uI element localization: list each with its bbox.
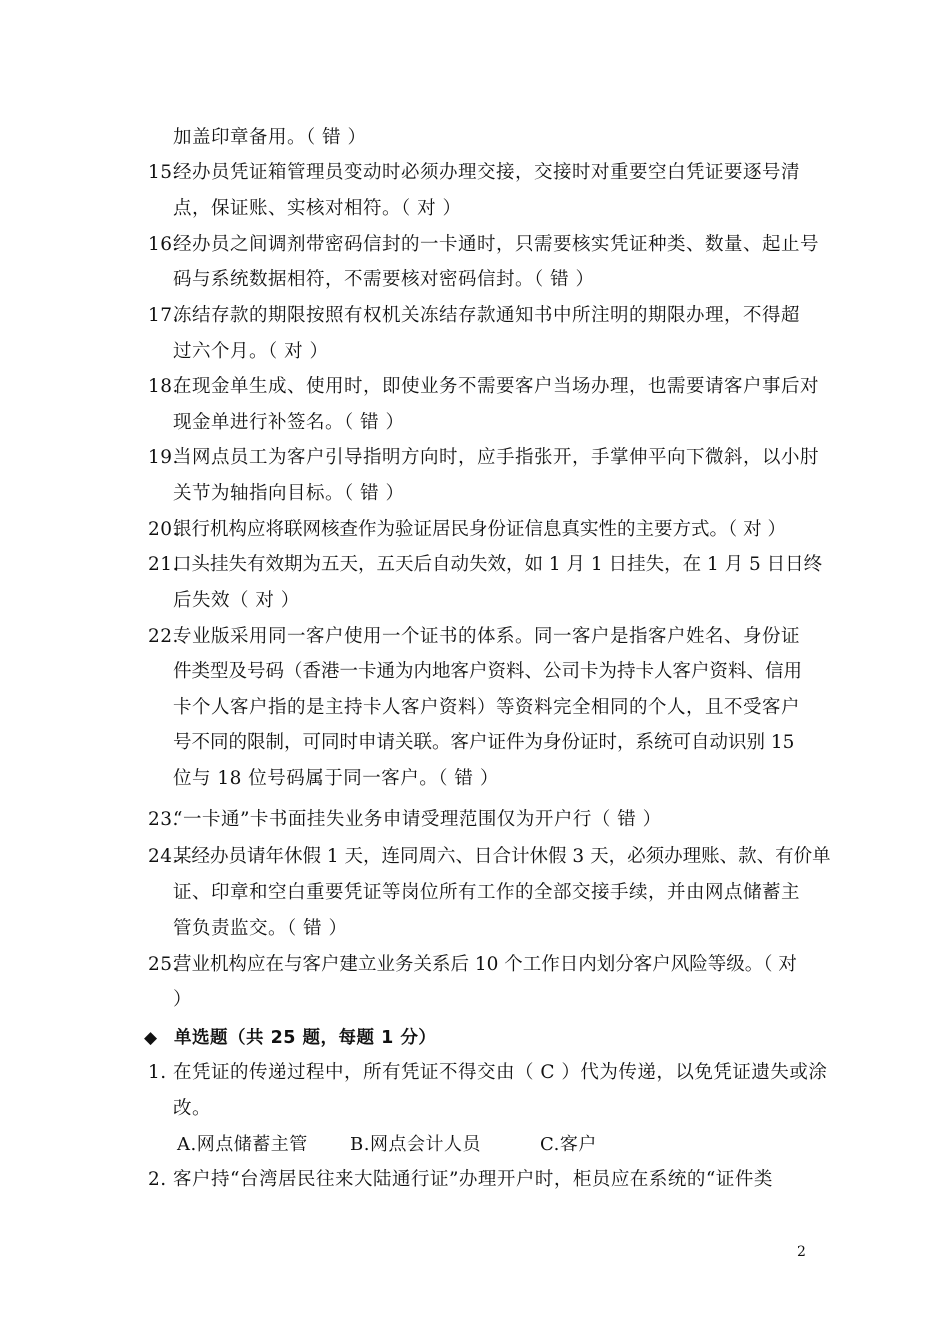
option-c: C.客户 (540, 1134, 597, 1155)
diamond-bullet-icon: ◆ (144, 1028, 158, 1048)
option-a: A.网点储蓄主管 (177, 1134, 308, 1155)
document-page: 加盖印章备用。（ 错 ） 15. 经办员凭证箱管理员变动时必须办理交接，交接时对重要空白凭证要逐号清 点，保证账、实核对相符。（ 对 ） 16. 经办员之间调剂带密码信封的一卡通时，只需要核实凭证种类、数量、起止号 码与系统数据相符，不需要核对密码信封。（ 错 ） 17. 冻结存款的期限按照有权机关冻结存款通知书中所注明的期限办理，不得超 过六个月。（ 对 ） 18. 在现金单生成、使用时，即使业务不需要客户当场办理，也需要请客户事后对 现金单进行补签名。（ 错 ） 19. 当网点员工为客户引导指明方向时，应手指张开，手掌伸平向下微斜，以小肘 关节为轴指向目标。（ 错 ） 20. 银行机构应将联网核查作为验证居民身份证信息真实性的主要方式。（ 对 ） 21. 口头挂失有效期为五天，五天后自动失效，如 1 月 1 日挂失，在 1 月 5 日日终 后失效（ 对 ） 22. 专业版采用同一客户使用一个证书的体系。同一客户是指客户姓名、身份证 件类型及号码（香港一卡通为内地客户资料、公司卡为持卡人客户资料、信用 卡个人客户指的是主持卡人客户资料）等资料完全相同的个人，且不受客户 号不同的限制，可同时申请关联。客户证件为身份证时，系统可自动识别 15 位与 18 位号码属于同一客户。（ 错 ） 23. “一卡通”卡书面挂失业务申请受理范围仅为开户行（ 错 ） 24. 某经办员请年休假 1 天，连同周六、日合计休假 3 天，必须办理账、款、有价单 证、印章和空白重要凭证等岗位所有工作的全部交接手续，并由网点储蓄主 管负责监交。（ 错 ） 25. 营业机构应在与客户建立业务关系后 10 个工作日内划分客户风险等级。（ 对 ） ◆ 单选题（共 25 题，每题 1 分） 1. 在凭证的传递过程中，所有凭证不得交由（ C ）代为传递，以免凭证遗失或涂 改。 A.网点储蓄主管 B.网点会计人员 C.客户 2. 客户持“台湾居民往来大陆通行证”办理开户时，柜员应在系统的“证件类 2 (144, 127, 831, 1260)
option-b: B.网点会计人员 (350, 1134, 481, 1155)
page-number: 2 (797, 1244, 806, 1260)
